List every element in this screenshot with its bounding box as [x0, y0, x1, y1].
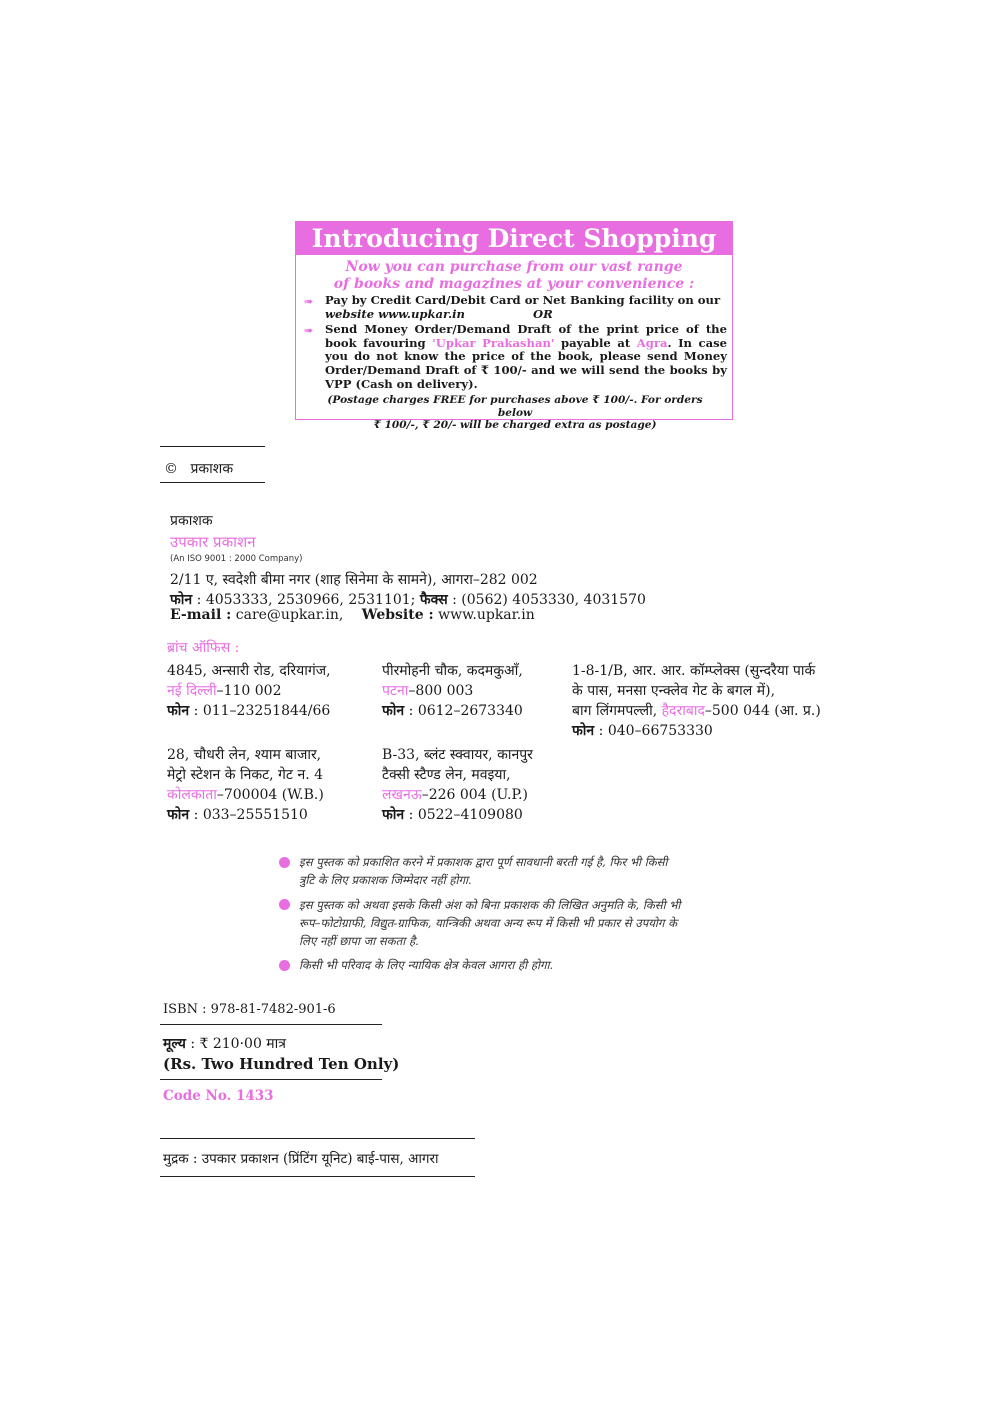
disclaimer-line: किसी भी परिवाद के लिए न्यायिक क्षेत्र केवल आगरा ही होगा. [299, 958, 554, 972]
branch-city: पटना [382, 683, 409, 699]
price-value: : ₹ 210·00 मात्र [190, 1036, 287, 1052]
branch-address-line: B-33, ब्लंट स्क्वायर, कानपुर [382, 747, 533, 763]
bullet-icon [279, 857, 290, 868]
website-link[interactable]: www.upkar.in [438, 607, 535, 623]
branch-delhi [167, 661, 372, 721]
publisher-label: प्रकाशक [170, 513, 213, 529]
phone-label: फोन [167, 703, 190, 719]
publisher-address: 2/11 ए, स्वदेशी बीमा नगर (शाह सिनेमा के सामने), आगरा–282 002 [170, 572, 538, 588]
ad-tagline-2: of books and magazines at your convenience : [333, 276, 695, 292]
divider [160, 446, 265, 447]
publisher-name: उपकार प्रकाशन [170, 533, 256, 551]
arrow-right-icon: ➠ [304, 324, 314, 337]
branch-phone: : 011–23251844/66 [193, 703, 331, 719]
code-number: Code No. 1433 [163, 1088, 274, 1104]
phone-label: फोन [572, 723, 595, 739]
ad-item2-text: payable at [554, 335, 637, 350]
disclaimer-line: इस पुस्तक को अथवा इसके किसी अंश को बिना प्रकाशक की लिखित अनुमति के, किसी भी [299, 898, 681, 912]
branch-phone: : 033–25551510 [193, 807, 308, 823]
branch-pin: –800 003 [408, 683, 474, 699]
isbn: ISBN : 978-81-7482-901-6 [163, 1002, 336, 1017]
branch-lucknow [382, 745, 567, 825]
branch-pin: –700004 (W.B.) [216, 787, 324, 803]
ad-note-line1: (Postage charges FREE for purchases above ₹ 100/-. For orders below [327, 394, 703, 419]
price-line [163, 1034, 286, 1053]
ad-item2-text: Send Money Order/Demand Draft of the print price of the book favouring [325, 322, 727, 350]
branch-address-line: बाग लिंगमपल्ली, [572, 703, 662, 719]
branch-address-line: पीरमोहनी चौक, कदमकुआँ, [382, 663, 523, 679]
ad-tagline-1: Now you can purchase from our vast range [345, 259, 683, 275]
divider [160, 1176, 475, 1177]
ad-item-card-payment [325, 294, 727, 321]
copyright-line [164, 459, 233, 478]
copyright-symbol: © [164, 461, 178, 477]
branch-phone: : 0522–4109080 [408, 807, 523, 823]
disclaimer-line: त्रुटि के लिए प्रकाशक जिम्मेदार नहीं होगा. [299, 873, 472, 887]
disclaimer-2 [299, 896, 751, 950]
fax-label: फैक्स [419, 592, 448, 608]
branch-kolkata [167, 745, 372, 825]
branch-heading: ब्रांच ऑफिस : [167, 640, 240, 656]
ad-item1-line1: Pay by Credit Card/Debit Card or Net Banking facility on our [325, 293, 721, 307]
disclaimer-1 [299, 853, 751, 889]
ad-note-line2: ₹ 100/-, ₹ 20/- will be charged extra as postage) [373, 419, 657, 431]
divider [160, 1024, 382, 1025]
branch-city: लखनऊ [382, 787, 422, 803]
ad-title: Introducing Direct Shopping [296, 222, 732, 255]
branch-city: हैदराबाद [661, 703, 705, 719]
ad-upkar-prakashan: 'Upkar Prakashan' [432, 335, 555, 350]
bullet-icon [279, 960, 290, 971]
branch-phone: : 0612–2673340 [408, 703, 523, 719]
arrow-right-icon: ➠ [304, 295, 314, 308]
email-label: E-mail : [170, 607, 232, 623]
branch-address-line: के पास, मनसा एन्क्लेव गेट के बगल में), [572, 683, 776, 699]
ad-item-money-order [325, 323, 727, 392]
branch-phone: : 040–66753330 [598, 723, 713, 739]
publisher-online [170, 607, 535, 623]
divider [160, 482, 265, 483]
branch-hyderabad [572, 661, 862, 741]
branch-pin: –500 044 (आ. प्र.) [704, 703, 821, 719]
divider [160, 1138, 475, 1139]
divider [160, 1079, 382, 1080]
branch-pin: –110 002 [216, 683, 282, 699]
branch-pin: –226 004 (U.P.) [421, 787, 528, 803]
website-label: Website : [361, 607, 434, 623]
phone-value: : 4053333, 2530966, 2531101; [196, 592, 416, 608]
branch-patna [382, 661, 567, 721]
ad-website-link[interactable]: website www.upkar.in [325, 306, 465, 321]
iso-note: (An ISO 9001 : 2000 Company) [170, 554, 303, 564]
disclaimer-line: रूप–फोटोग्राफी, विद्युत-ग्राफिक, यान्त्रिकी अथवा अन्य रूप में किसी भी प्रकार से उपयोग के [299, 916, 678, 930]
ad-agra: Agra [636, 335, 668, 350]
disclaimer-line: इस पुस्तक को प्रकाशित करने में प्रकाशक द्वारा पूर्ण सावधानी बरती गई है, फिर भी किसी [299, 855, 668, 869]
fax-value: : (0562) 4053330, 4031570 [452, 592, 646, 608]
price-label: मूल्य [163, 1036, 186, 1052]
phone-label: फोन [382, 807, 405, 823]
disclaimer-3 [299, 956, 751, 974]
copyright-holder: प्रकाशक [190, 461, 234, 477]
branch-address-line: टैक्सी स्टैण्ड लेन, मवइया, [382, 767, 511, 783]
branch-address-line: 1-8-1/B, आर. आर. कॉम्प्लेक्स (सुन्दरैया पार्क [572, 663, 816, 679]
phone-label: फोन [170, 592, 193, 608]
branch-address-line: 4845, अन्सारी रोड, दरियागंज, [167, 663, 331, 679]
printer-line: मुद्रक : उपकार प्रकाशन (प्रिंटिंग यूनिट) बाई-पास, आगरा [163, 1151, 439, 1167]
branch-address-line: 28, चौधरी लेन, श्याम बाजार, [167, 747, 322, 763]
branch-address-line: मेट्रो स्टेशन के निकट, गेट न. 4 [167, 767, 324, 783]
direct-shopping-ad [295, 221, 733, 431]
price-in-words: (Rs. Two Hundred Ten Only) [163, 1055, 400, 1073]
phone-label: फोन [167, 807, 190, 823]
bullet-icon [279, 899, 290, 910]
ad-item2-text: . In case you do not know the price of the book, please send Money Order/Demand Draft of ₹ 100/- and we will send the books by VPP (Cash on delivery). [325, 335, 727, 391]
disclaimer-line: लिए नहीं छापा जा सकता है. [299, 934, 419, 948]
phone-label: फोन [382, 703, 405, 719]
email-link[interactable]: care@upkar.in, [235, 607, 344, 623]
branch-city: नई दिल्ली [167, 683, 217, 699]
branch-city: कोलकाता [167, 787, 217, 803]
ad-postage-note [310, 394, 720, 432]
ad-or-label: OR [533, 306, 553, 321]
